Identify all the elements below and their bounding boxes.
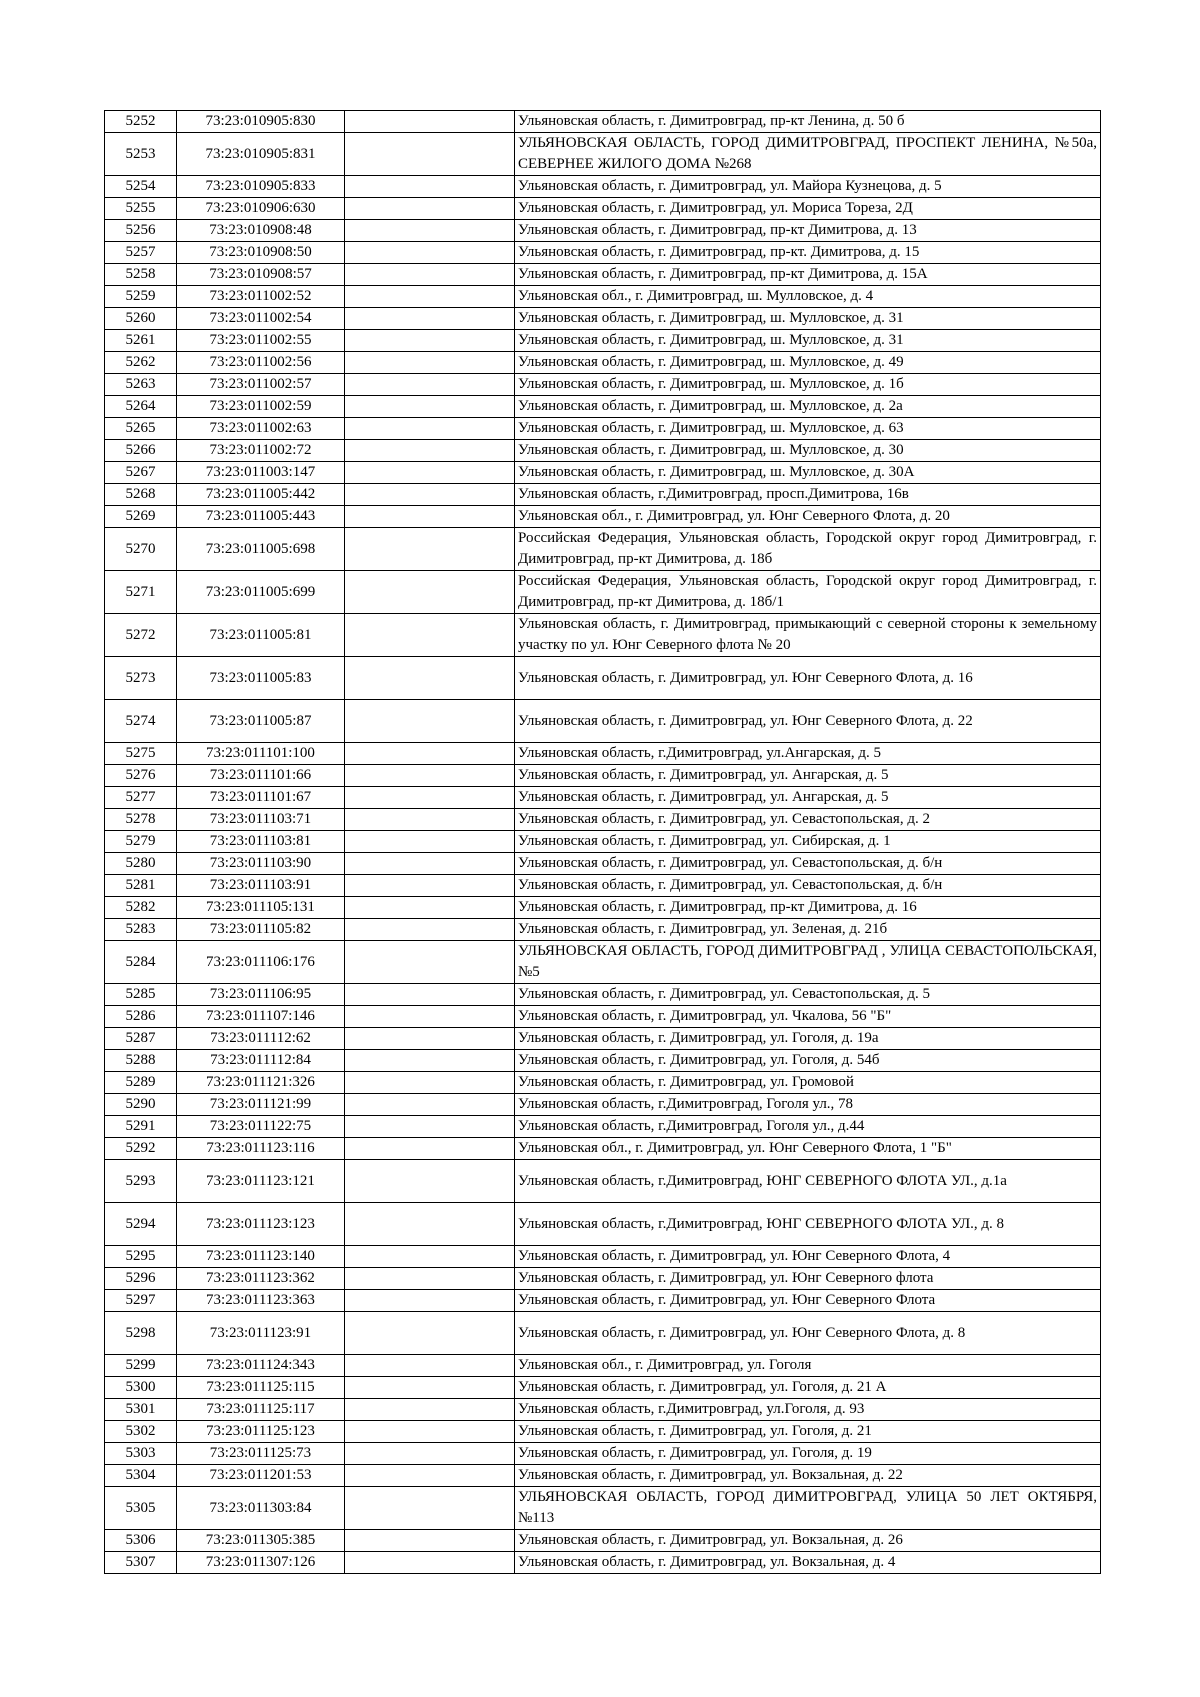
address: Ульяновская область, г. Димитровград, ул. Зеленая, д. 21б <box>515 919 1101 941</box>
table-row <box>105 1552 1101 1574</box>
row-number: 5279 <box>105 831 177 853</box>
table-row <box>105 374 1101 396</box>
address: Ульяновская область, г. Димитровград, ул. Гоголя, д. 19а <box>515 1028 1101 1050</box>
table-row <box>105 308 1101 330</box>
address: Ульяновская область, г. Димитровград, ул. Севастопольская, д. б/н <box>515 875 1101 897</box>
address: Ульяновская область, г. Димитровград, ул. Юнг Северного Флота, д. 22 <box>515 700 1101 743</box>
address: Ульяновская область, г. Димитровград, ул. Громовой <box>515 1072 1101 1094</box>
row-number: 5280 <box>105 853 177 875</box>
row-number: 5253 <box>105 133 177 176</box>
address: Ульяновская область, г. Димитровград, ш. Мулловское, д. 30 <box>515 440 1101 462</box>
row-number: 5260 <box>105 308 177 330</box>
empty-cell <box>345 352 515 374</box>
empty-cell <box>345 1050 515 1072</box>
address: УЛЬЯНОВСКАЯ ОБЛАСТЬ, ГОРОД ДИМИТРОВГРАД , УЛИЦА СЕВАСТОПОЛЬСКАЯ, №5 <box>515 941 1101 984</box>
cadastral-number: 73:23:011123:121 <box>177 1160 345 1203</box>
address: Ульяновская область, г. Димитровград, ул. Севастопольская, д. 2 <box>515 809 1101 831</box>
table-row <box>105 176 1101 198</box>
empty-cell <box>345 1421 515 1443</box>
cadastral-number: 73:23:011002:63 <box>177 418 345 440</box>
empty-cell <box>345 330 515 352</box>
table-row <box>105 919 1101 941</box>
cadastral-number: 73:23:011112:62 <box>177 1028 345 1050</box>
empty-cell <box>345 1530 515 1552</box>
cadastral-number: 73:23:011106:95 <box>177 984 345 1006</box>
table-row <box>105 330 1101 352</box>
table-row <box>105 1268 1101 1290</box>
row-number: 5288 <box>105 1050 177 1072</box>
table-row <box>105 1421 1101 1443</box>
row-number: 5258 <box>105 264 177 286</box>
row-number: 5281 <box>105 875 177 897</box>
cadastral-number: 73:23:011101:66 <box>177 765 345 787</box>
table-row <box>105 1072 1101 1094</box>
table-row <box>105 1116 1101 1138</box>
address: Ульяновская область, г. Димитровград, примыкающий с северной стороны к земельному участку по ул. Юнг Северного флота № 20 <box>515 614 1101 657</box>
address: Ульяновская область, г. Димитровград, ш. Мулловское, д. 49 <box>515 352 1101 374</box>
cadastral-number: 73:23:011105:82 <box>177 919 345 941</box>
empty-cell <box>345 1246 515 1268</box>
property-registry-table <box>104 110 1101 1574</box>
empty-cell <box>345 506 515 528</box>
table-row <box>105 787 1101 809</box>
row-number: 5306 <box>105 1530 177 1552</box>
row-number: 5307 <box>105 1552 177 1574</box>
empty-cell <box>345 1116 515 1138</box>
empty-cell <box>345 111 515 133</box>
empty-cell <box>345 614 515 657</box>
cadastral-number: 73:23:011002:54 <box>177 308 345 330</box>
row-number: 5301 <box>105 1399 177 1421</box>
empty-cell <box>345 875 515 897</box>
cadastral-number: 73:23:010908:50 <box>177 242 345 264</box>
empty-cell <box>345 484 515 506</box>
cadastral-number: 73:23:011002:57 <box>177 374 345 396</box>
address: Ульяновская область, г. Димитровград, ш. Мулловское, д. 63 <box>515 418 1101 440</box>
row-number: 5252 <box>105 111 177 133</box>
cadastral-number: 73:23:011201:53 <box>177 1465 345 1487</box>
address: Ульяновская область, г. Димитровград, ул. Гоголя, д. 54б <box>515 1050 1101 1072</box>
cadastral-number: 73:23:011123:116 <box>177 1138 345 1160</box>
table-row <box>105 1203 1101 1246</box>
row-number: 5289 <box>105 1072 177 1094</box>
empty-cell <box>345 1290 515 1312</box>
address: Ульяновская область, г. Димитровград, пр-кт Димитрова, д. 13 <box>515 220 1101 242</box>
empty-cell <box>345 984 515 1006</box>
address: Ульяновская обл., г. Димитровград, ш. Мулловское, д. 4 <box>515 286 1101 308</box>
address: Ульяновская область, г. Димитровград, пр-кт. Димитрова, д. 15 <box>515 242 1101 264</box>
row-number: 5283 <box>105 919 177 941</box>
cadastral-number: 73:23:011125:123 <box>177 1421 345 1443</box>
table-row <box>105 111 1101 133</box>
cadastral-number: 73:23:011005:698 <box>177 528 345 571</box>
row-number: 5291 <box>105 1116 177 1138</box>
table-row <box>105 765 1101 787</box>
cadastral-number: 73:23:011123:363 <box>177 1290 345 1312</box>
table-row <box>105 1160 1101 1203</box>
row-number: 5296 <box>105 1268 177 1290</box>
address: Ульяновская область, г. Димитровград, ул. Ангарская, д. 5 <box>515 765 1101 787</box>
cadastral-number: 73:23:011101:100 <box>177 743 345 765</box>
row-number: 5264 <box>105 396 177 418</box>
address: Ульяновская область, г. Димитровград, ул. Сибирская, д. 1 <box>515 831 1101 853</box>
row-number: 5255 <box>105 198 177 220</box>
table-row <box>105 1028 1101 1050</box>
cadastral-number: 73:23:011005:87 <box>177 700 345 743</box>
table-row <box>105 984 1101 1006</box>
row-number: 5256 <box>105 220 177 242</box>
address: Ульяновская обл., г. Димитровград, ул. Юнг Северного Флота, 1 "Б" <box>515 1138 1101 1160</box>
address: Ульяновская область, г.Димитровград, Гоголя ул., д.44 <box>515 1116 1101 1138</box>
row-number: 5285 <box>105 984 177 1006</box>
row-number: 5268 <box>105 484 177 506</box>
empty-cell <box>345 264 515 286</box>
table-row <box>105 831 1101 853</box>
cadastral-number: 73:23:011002:59 <box>177 396 345 418</box>
address: Ульяновская область, г. Димитровград, ул. Севастопольская, д. б/н <box>515 853 1101 875</box>
table-row <box>105 198 1101 220</box>
address: Ульяновская область, г. Димитровград, ул. Гоголя, д. 19 <box>515 1443 1101 1465</box>
empty-cell <box>345 1160 515 1203</box>
row-number: 5297 <box>105 1290 177 1312</box>
row-number: 5271 <box>105 571 177 614</box>
empty-cell <box>345 1465 515 1487</box>
table-row <box>105 506 1101 528</box>
row-number: 5275 <box>105 743 177 765</box>
address: Ульяновская область, г. Димитровград, ул. Майора Кузнецова, д. 5 <box>515 176 1101 198</box>
cadastral-number: 73:23:010908:48 <box>177 220 345 242</box>
empty-cell <box>345 1006 515 1028</box>
address: Российская Федерация, Ульяновская область, Городской округ город Димитровград, г. Димитровград, пр-кт Димитрова, д. 18б <box>515 528 1101 571</box>
table-row <box>105 1006 1101 1028</box>
cadastral-number: 73:23:011307:126 <box>177 1552 345 1574</box>
table-row <box>105 1290 1101 1312</box>
empty-cell <box>345 1312 515 1355</box>
cadastral-number: 73:23:010905:831 <box>177 133 345 176</box>
cadastral-number: 73:23:011005:442 <box>177 484 345 506</box>
table-row <box>105 286 1101 308</box>
empty-cell <box>345 1355 515 1377</box>
empty-cell <box>345 133 515 176</box>
table-row <box>105 528 1101 571</box>
empty-cell <box>345 1399 515 1421</box>
table-row <box>105 1138 1101 1160</box>
table-row <box>105 1399 1101 1421</box>
table-row <box>105 1443 1101 1465</box>
empty-cell <box>345 462 515 484</box>
address: Российская Федерация, Ульяновская область, Городской округ город Димитровград, г. Димитровград, пр-кт Димитрова, д. 18б/1 <box>515 571 1101 614</box>
cadastral-number: 73:23:011124:343 <box>177 1355 345 1377</box>
empty-cell <box>345 286 515 308</box>
empty-cell <box>345 897 515 919</box>
table-row <box>105 133 1101 176</box>
row-number: 5276 <box>105 765 177 787</box>
address: Ульяновская область, г. Димитровград, пр-кт Ленина, д. 50 б <box>515 111 1101 133</box>
registry-table-body <box>105 111 1101 1574</box>
address: Ульяновская область, г. Димитровград, ул. Мориса Тореза, 2Д <box>515 198 1101 220</box>
row-number: 5257 <box>105 242 177 264</box>
empty-cell <box>345 1443 515 1465</box>
address: Ульяновская область, г. Димитровград, ул. Вокзальная, д. 26 <box>515 1530 1101 1552</box>
address: Ульяновская область, г. Димитровград, ул. Юнг Северного флота <box>515 1268 1101 1290</box>
table-row <box>105 440 1101 462</box>
table-row <box>105 614 1101 657</box>
row-number: 5299 <box>105 1355 177 1377</box>
row-number: 5261 <box>105 330 177 352</box>
table-row <box>105 1094 1101 1116</box>
cadastral-number: 73:23:011121:99 <box>177 1094 345 1116</box>
empty-cell <box>345 198 515 220</box>
cadastral-number: 73:23:010905:833 <box>177 176 345 198</box>
cadastral-number: 73:23:011105:131 <box>177 897 345 919</box>
empty-cell <box>345 571 515 614</box>
row-number: 5298 <box>105 1312 177 1355</box>
row-number: 5269 <box>105 506 177 528</box>
address: Ульяновская обл., г. Димитровград, ул. Гоголя <box>515 1355 1101 1377</box>
address: Ульяновская область, г.Димитровград, Гоголя ул., 78 <box>515 1094 1101 1116</box>
table-row <box>105 657 1101 700</box>
document-page <box>104 110 1100 1574</box>
address: Ульяновская обл., г. Димитровград, ул. Юнг Северного Флота, д. 20 <box>515 506 1101 528</box>
row-number: 5292 <box>105 1138 177 1160</box>
empty-cell <box>345 1072 515 1094</box>
table-row <box>105 1465 1101 1487</box>
address: Ульяновская область, г. Димитровград, ул. Гоголя, д. 21 А <box>515 1377 1101 1399</box>
cadastral-number: 73:23:011123:123 <box>177 1203 345 1246</box>
empty-cell <box>345 657 515 700</box>
address: Ульяновская область, г. Димитровград, ш. Мулловское, д. 31 <box>515 308 1101 330</box>
empty-cell <box>345 396 515 418</box>
table-row <box>105 242 1101 264</box>
address: Ульяновская область, г. Димитровград, ш. Мулловское, д. 31 <box>515 330 1101 352</box>
cadastral-number: 73:23:011003:147 <box>177 462 345 484</box>
cadastral-number: 73:23:011103:91 <box>177 875 345 897</box>
table-row <box>105 1377 1101 1399</box>
empty-cell <box>345 743 515 765</box>
cadastral-number: 73:23:011002:52 <box>177 286 345 308</box>
empty-cell <box>345 1487 515 1530</box>
cadastral-number: 73:23:011002:72 <box>177 440 345 462</box>
table-row <box>105 853 1101 875</box>
empty-cell <box>345 1203 515 1246</box>
empty-cell <box>345 1268 515 1290</box>
table-row <box>105 897 1101 919</box>
address: Ульяновская область, г. Димитровград, пр-кт Димитрова, д. 15А <box>515 264 1101 286</box>
cadastral-number: 73:23:011125:115 <box>177 1377 345 1399</box>
empty-cell <box>345 853 515 875</box>
row-number: 5259 <box>105 286 177 308</box>
row-number: 5267 <box>105 462 177 484</box>
table-row <box>105 1050 1101 1072</box>
empty-cell <box>345 809 515 831</box>
row-number: 5302 <box>105 1421 177 1443</box>
address: Ульяновская область, г. Димитровград, ул. Вокзальная, д. 4 <box>515 1552 1101 1574</box>
table-row <box>105 462 1101 484</box>
empty-cell <box>345 1028 515 1050</box>
table-row <box>105 700 1101 743</box>
empty-cell <box>345 1552 515 1574</box>
address: Ульяновская область, г. Димитровград, ул. Вокзальная, д. 22 <box>515 1465 1101 1487</box>
cadastral-number: 73:23:011121:326 <box>177 1072 345 1094</box>
empty-cell <box>345 919 515 941</box>
cadastral-number: 73:23:011103:90 <box>177 853 345 875</box>
empty-cell <box>345 787 515 809</box>
table-row <box>105 396 1101 418</box>
table-row <box>105 1312 1101 1355</box>
address: УЛЬЯНОВСКАЯ ОБЛАСТЬ, ГОРОД ДИМИТРОВГРАД, УЛИЦА 50 ЛЕТ ОКТЯБРЯ, №113 <box>515 1487 1101 1530</box>
table-row <box>105 1355 1101 1377</box>
cadastral-number: 73:23:011112:84 <box>177 1050 345 1072</box>
empty-cell <box>345 242 515 264</box>
table-row <box>105 1530 1101 1552</box>
cadastral-number: 73:23:011005:443 <box>177 506 345 528</box>
empty-cell <box>345 1377 515 1399</box>
table-row <box>105 571 1101 614</box>
table-row <box>105 220 1101 242</box>
cadastral-number: 73:23:011125:117 <box>177 1399 345 1421</box>
row-number: 5272 <box>105 614 177 657</box>
address: Ульяновская область, г.Димитровград, ЮНГ СЕВЕРНОГО ФЛОТА УЛ., д. 8 <box>515 1203 1101 1246</box>
empty-cell <box>345 528 515 571</box>
cadastral-number: 73:23:011303:84 <box>177 1487 345 1530</box>
empty-cell <box>345 941 515 984</box>
empty-cell <box>345 831 515 853</box>
cadastral-number: 73:23:011107:146 <box>177 1006 345 1028</box>
row-number: 5254 <box>105 176 177 198</box>
row-number: 5284 <box>105 941 177 984</box>
empty-cell <box>345 765 515 787</box>
address: Ульяновская область, г. Димитровград, пр-кт Димитрова, д. 16 <box>515 897 1101 919</box>
row-number: 5266 <box>105 440 177 462</box>
address: Ульяновская область, г. Димитровград, ул. Юнг Северного Флота, д. 16 <box>515 657 1101 700</box>
row-number: 5270 <box>105 528 177 571</box>
row-number: 5300 <box>105 1377 177 1399</box>
row-number: 5262 <box>105 352 177 374</box>
address: Ульяновская область, г. Димитровград, ул. Севастопольская, д. 5 <box>515 984 1101 1006</box>
address: Ульяновская область, г.Димитровград, ЮНГ СЕВЕРНОГО ФЛОТА УЛ., д.1а <box>515 1160 1101 1203</box>
cadastral-number: 73:23:011125:73 <box>177 1443 345 1465</box>
table-row <box>105 418 1101 440</box>
address: Ульяновская область, г. Димитровград, ш. Мулловское, д. 2а <box>515 396 1101 418</box>
address: Ульяновская область, г. Димитровград, ш. Мулловское, д. 30А <box>515 462 1101 484</box>
cadastral-number: 73:23:010905:830 <box>177 111 345 133</box>
address: Ульяновская область, г. Димитровград, ул. Чкалова, 56 "Б" <box>515 1006 1101 1028</box>
table-row <box>105 875 1101 897</box>
row-number: 5265 <box>105 418 177 440</box>
table-row <box>105 1246 1101 1268</box>
cadastral-number: 73:23:011123:91 <box>177 1312 345 1355</box>
cadastral-number: 73:23:011002:55 <box>177 330 345 352</box>
row-number: 5277 <box>105 787 177 809</box>
address: Ульяновская область, г. Димитровград, ш. Мулловское, д. 1б <box>515 374 1101 396</box>
table-row <box>105 264 1101 286</box>
empty-cell <box>345 440 515 462</box>
address: Ульяновская область, г.Димитровград, ул.Ангарская, д. 5 <box>515 743 1101 765</box>
row-number: 5286 <box>105 1006 177 1028</box>
cadastral-number: 73:23:011005:83 <box>177 657 345 700</box>
address: Ульяновская область, г.Димитровград, просп.Димитрова, 16в <box>515 484 1101 506</box>
table-row <box>105 484 1101 506</box>
empty-cell <box>345 1138 515 1160</box>
address: Ульяновская область, г.Димитровград, ул.Гоголя, д. 93 <box>515 1399 1101 1421</box>
row-number: 5293 <box>105 1160 177 1203</box>
empty-cell <box>345 418 515 440</box>
empty-cell <box>345 308 515 330</box>
table-row <box>105 941 1101 984</box>
cadastral-number: 73:23:011002:56 <box>177 352 345 374</box>
cadastral-number: 73:23:011106:176 <box>177 941 345 984</box>
row-number: 5282 <box>105 897 177 919</box>
cadastral-number: 73:23:011005:81 <box>177 614 345 657</box>
row-number: 5274 <box>105 700 177 743</box>
cadastral-number: 73:23:011101:67 <box>177 787 345 809</box>
cadastral-number: 73:23:011122:75 <box>177 1116 345 1138</box>
cadastral-number: 73:23:011123:362 <box>177 1268 345 1290</box>
empty-cell <box>345 220 515 242</box>
row-number: 5287 <box>105 1028 177 1050</box>
address: Ульяновская область, г. Димитровград, ул. Юнг Северного Флота, 4 <box>515 1246 1101 1268</box>
row-number: 5304 <box>105 1465 177 1487</box>
table-row <box>105 743 1101 765</box>
empty-cell <box>345 700 515 743</box>
row-number: 5290 <box>105 1094 177 1116</box>
row-number: 5294 <box>105 1203 177 1246</box>
cadastral-number: 73:23:011123:140 <box>177 1246 345 1268</box>
address: Ульяновская область, г. Димитровград, ул. Ангарская, д. 5 <box>515 787 1101 809</box>
row-number: 5278 <box>105 809 177 831</box>
address: УЛЬЯНОВСКАЯ ОБЛАСТЬ, ГОРОД ДИМИТРОВГРАД, ПРОСПЕКТ ЛЕНИНА, №50а, СЕВЕРНЕЕ ЖИЛОГО ДОМА №268 <box>515 133 1101 176</box>
table-row <box>105 352 1101 374</box>
row-number: 5273 <box>105 657 177 700</box>
cadastral-number: 73:23:011005:699 <box>177 571 345 614</box>
empty-cell <box>345 374 515 396</box>
cadastral-number: 73:23:011103:71 <box>177 809 345 831</box>
empty-cell <box>345 176 515 198</box>
cadastral-number: 73:23:010906:630 <box>177 198 345 220</box>
cadastral-number: 73:23:011103:81 <box>177 831 345 853</box>
empty-cell <box>345 1094 515 1116</box>
cadastral-number: 73:23:010908:57 <box>177 264 345 286</box>
address: Ульяновская область, г. Димитровград, ул. Юнг Северного Флота, д. 8 <box>515 1312 1101 1355</box>
row-number: 5263 <box>105 374 177 396</box>
table-row <box>105 1487 1101 1530</box>
address: Ульяновская область, г. Димитровград, ул. Юнг Северного Флота <box>515 1290 1101 1312</box>
row-number: 5305 <box>105 1487 177 1530</box>
table-row <box>105 809 1101 831</box>
address: Ульяновская область, г. Димитровград, ул. Гоголя, д. 21 <box>515 1421 1101 1443</box>
cadastral-number: 73:23:011305:385 <box>177 1530 345 1552</box>
row-number: 5295 <box>105 1246 177 1268</box>
row-number: 5303 <box>105 1443 177 1465</box>
